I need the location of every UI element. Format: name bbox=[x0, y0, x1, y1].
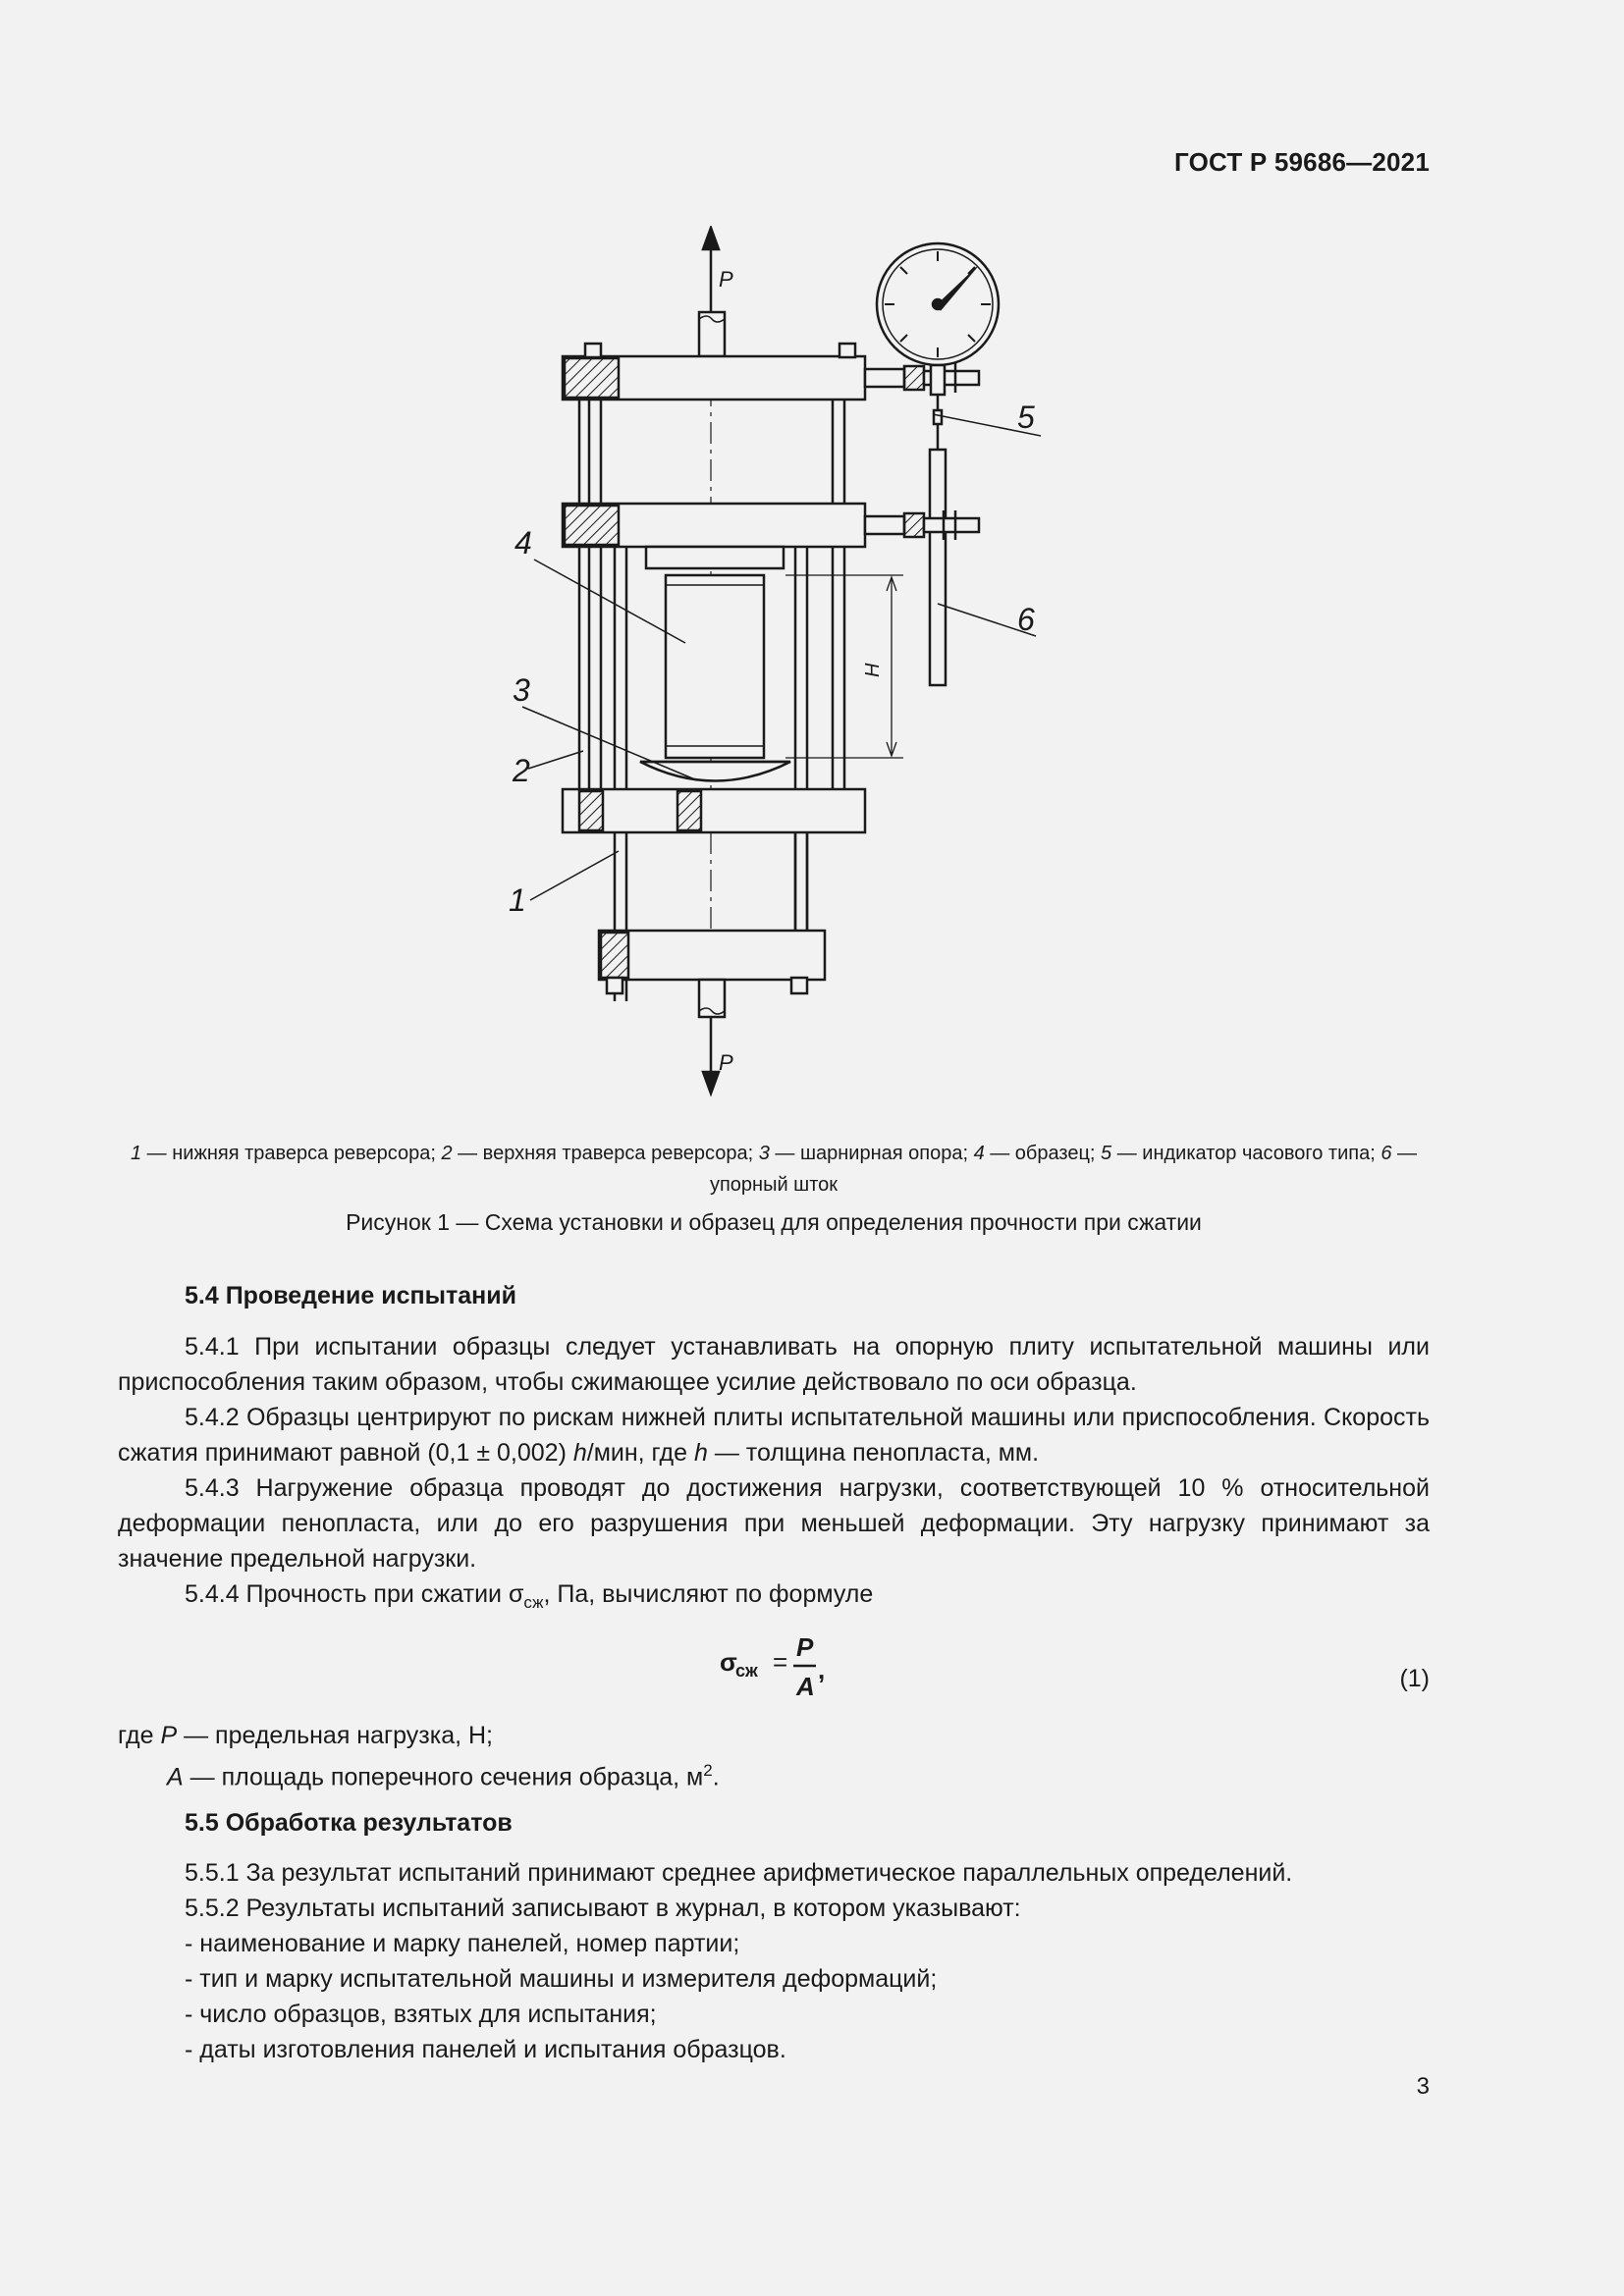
section-title-5-5: 5.5 Обработка результатов bbox=[185, 1809, 513, 1837]
where-line-1: где P — предельная нагрузка, Н; bbox=[118, 1722, 493, 1749]
callout-6: 6 bbox=[1017, 602, 1035, 637]
height-label: H bbox=[862, 663, 884, 677]
list-item: - тип и марку испытательной машины и измерителя деформаций; bbox=[185, 1965, 938, 1993]
formula-equals: = bbox=[773, 1647, 788, 1677]
list-item: - наименование и марку панелей, номер партии; bbox=[185, 1930, 740, 1957]
where-line-2: A — площадь поперечного сечения образца, $м^2$. bbox=[167, 1761, 720, 1791]
callout-5: 5 bbox=[1017, 400, 1035, 435]
formula-sigma-sub: сж bbox=[735, 1661, 758, 1681]
document-code: ГОСТ Р 59686—2021 bbox=[1174, 147, 1430, 177]
hinged-support bbox=[640, 762, 790, 781]
callout-2: 2 bbox=[513, 753, 530, 788]
specimen bbox=[666, 575, 764, 758]
callout-4: 4 bbox=[514, 525, 532, 561]
force-label-bottom: P bbox=[719, 1050, 733, 1075]
base-crossbeam bbox=[599, 931, 825, 980]
callout-1: 1 bbox=[509, 882, 526, 918]
section-title-5-4: 5.4 Проведение испытаний bbox=[185, 1282, 516, 1309]
stop-rod bbox=[930, 450, 946, 685]
section-5-4-body bbox=[118, 1329, 1430, 1621]
paragraph-5-5-1: 5.5.1 За результат испытаний принимают среднее арифметическое параллельных определений. bbox=[185, 1859, 1293, 1887]
formula-sigma: σ bbox=[720, 1647, 737, 1677]
callout-3: 3 bbox=[513, 672, 530, 708]
page-number: 3 bbox=[1416, 2073, 1430, 2100]
paragraph-5-4-1: 5.4.1 При испытании образцы следует устанавливать на опорную плиту испытательной машины или приспособления таким образом, чтобы сжимающее усилие действовало по оси образца. bbox=[118, 1333, 1430, 1396]
figure-legend: 1 — нижняя траверса реверсора; 2 — верхняя траверса реверсора; 3 — шарнирная опора; 4 — образец; 5 — индикатор часового типа; 6 — упорный шток bbox=[131, 1143, 1417, 1196]
test-setup-diagram bbox=[491, 226, 1041, 1109]
paragraph-5-4-2: 5.4.2 Образцы центрируют по рискам нижней плиты испытательной машины или приспособления. Скорость сжатия принимают равной (0,1 ± 0,002) h/мин, где h — толщина пенопласта, мм. bbox=[118, 1404, 1430, 1467]
formula-comma: , bbox=[818, 1655, 826, 1684]
formula-denominator: A bbox=[796, 1672, 815, 1701]
paragraph-5-5-2: 5.5.2 Результаты испытаний записывают в журнал, в котором указывают: bbox=[185, 1895, 1021, 1922]
paragraph-5-4-4: 5.4.4 Прочность при сжатии $\sigma_{сж}$, Па, вычисляют по формуле bbox=[185, 1580, 874, 1612]
formula-number: (1) bbox=[1399, 1665, 1430, 1692]
formula-compressive-strength bbox=[712, 1625, 859, 1703]
list-item: - даты изготовления панелей и испытания образцов. bbox=[185, 2036, 786, 2063]
figure-caption: Рисунок 1 — Схема установки и образец для определения прочности при сжатии bbox=[346, 1209, 1202, 1235]
force-label-top: P bbox=[719, 267, 733, 292]
lower-crossbeam bbox=[563, 789, 865, 832]
formula-numerator: P bbox=[796, 1632, 814, 1662]
list-item: - число образцов, взятых для испытания; bbox=[185, 2001, 657, 2028]
paragraph-5-4-3: 5.4.3 Нагружение образца проводят до достижения нагрузки, соответствующей 10 % относительной деформации пенопласта, или до его разрушения при меньшей деформации. Эту нагрузку принимают за значение предельной нагрузки. bbox=[118, 1474, 1430, 1573]
